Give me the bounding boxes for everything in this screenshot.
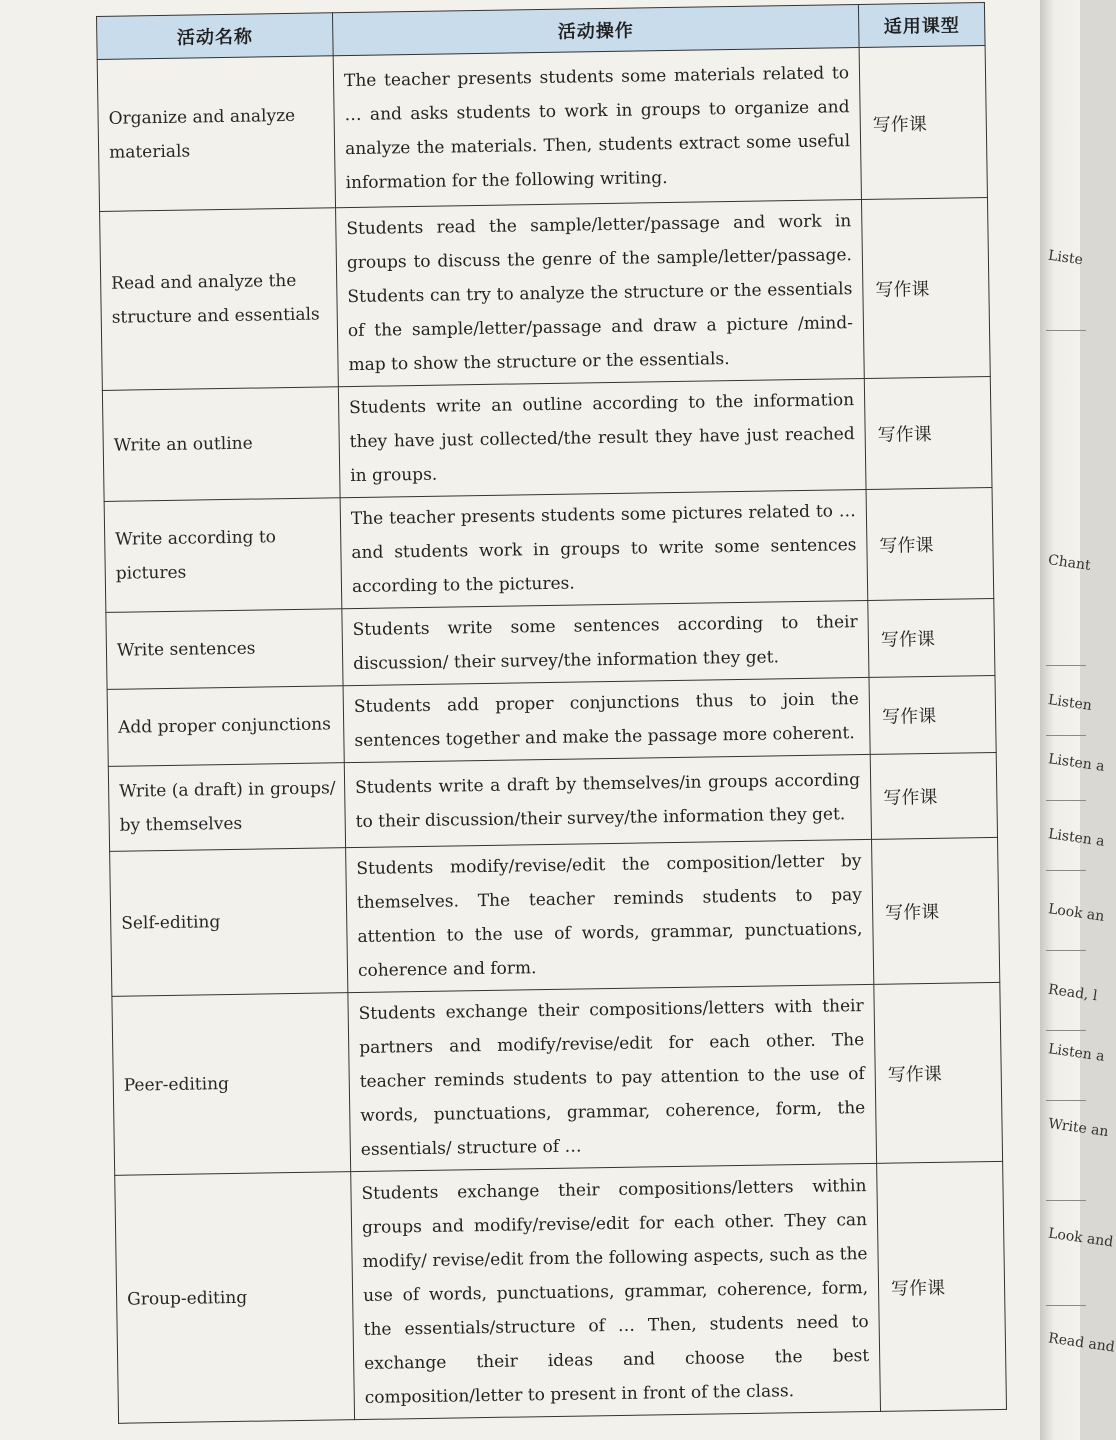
activity-operation-cell: The teacher presents students some pictures related to … and students work in groups to write some sentences according to the pictures.: [340, 489, 868, 608]
next-page-edge: [1040, 0, 1116, 1440]
lesson-type-cell: 写作课: [870, 752, 997, 839]
table-row: [110, 837, 1000, 996]
table-row: [102, 376, 992, 501]
activity-table-container: [96, 2, 1008, 1421]
next-page-rule: [1046, 1200, 1086, 1201]
next-page-rule: [1046, 870, 1086, 871]
activity-operation-cell: Students exchange their compositions/letters within groups and modify/revise/edit for each other. They can modify/ revise/edit from the following aspects, such as the use of words, punctuations, grammar, coherence, form, the essentials/structure of … Then, students need to exchange their ideas and choose the best composition/letter to present in front of the class.: [351, 1163, 881, 1419]
activity-name-cell: Write (a draft) in groups/ by themselves: [108, 763, 345, 852]
activity-name-cell: Write according to pictures: [104, 498, 342, 613]
next-page-rule: [1046, 1030, 1086, 1031]
lesson-type-cell: 写作课: [864, 376, 992, 489]
next-page-rule: [1046, 800, 1086, 801]
table-row: [100, 198, 991, 391]
table-row: [112, 982, 1003, 1175]
next-page-rule: [1046, 950, 1086, 951]
activity-name-cell: Read and analyze the structure and essentials: [100, 208, 339, 391]
activity-name-cell: Add proper conjunctions: [107, 686, 344, 767]
activity-name-cell: Write sentences: [106, 609, 343, 690]
next-page-rule: [1046, 665, 1086, 666]
table-row: [97, 46, 987, 212]
activity-name-cell: Peer-editing: [112, 993, 351, 1176]
lesson-type-cell: 写作课: [872, 837, 1000, 984]
next-page-fragment: Look and: [1047, 1225, 1115, 1251]
column-header-activity-name: 活动名称: [97, 13, 334, 60]
lesson-type-cell: 写作课: [877, 1161, 1007, 1411]
next-page-fragment: Write an: [1047, 1115, 1110, 1141]
next-page-rule: [1046, 1305, 1086, 1306]
next-page-fragment: Read and: [1047, 1330, 1116, 1356]
activity-operation-cell: Students read the sample/letter/passage and work in groups to discuss the genre of the sample/letter/passage. Students can try to analyze the structure or the essentials of the sample/letter/passage and draw a picture /mind-map to show the structure or the essentials.: [336, 199, 865, 386]
lesson-type-cell: 写作课: [874, 982, 1003, 1163]
table-row: [108, 752, 997, 851]
activity-operation-cell: Students add proper conjunctions thus to join the sentences together and make the passage more coherent.: [343, 677, 870, 762]
lesson-type-cell: 写作课: [859, 46, 987, 200]
lesson-type-cell: 写作课: [861, 198, 990, 379]
lesson-type-cell: 写作课: [866, 487, 994, 600]
activity-name-cell: Organize and analyze materials: [97, 56, 335, 212]
activity-table: [96, 2, 1007, 1424]
activity-operation-cell: Students write a draft by themselves/in groups according to their discussion/their survey/the information they get.: [344, 754, 871, 847]
activity-name-cell: Group-editing: [115, 1172, 355, 1424]
table-row: [106, 598, 995, 689]
lesson-type-cell: 写作课: [868, 598, 995, 677]
activity-name-cell: Write an outline: [102, 387, 340, 502]
next-page-rule: [1046, 735, 1086, 736]
next-page-fragment: Listen: [1047, 692, 1093, 714]
table-row: [104, 487, 994, 612]
activity-operation-cell: Students write some sentences according to their discussion/ their survey/the information they get.: [342, 600, 869, 685]
next-page-fragment: Look an: [1047, 901, 1106, 925]
activity-operation-cell: Students write an outline according to the information they have just collected/the result they have just reached in groups.: [338, 378, 866, 497]
table-row: [107, 675, 996, 766]
activity-operation-cell: Students exchange their compositions/letters with their partners and modify/revise/edit for each other. The teacher reminds students to pay attention to the use of words, punctuations, grammar, coherence, form, the essentials/ structure of …: [348, 984, 877, 1171]
activity-operation-cell: Students modify/revise/edit the composition/letter by themselves. The teacher reminds students to pay attention to the use of words, grammar, punctuations, coherence and form.: [346, 839, 874, 992]
next-page-fragment: Liste: [1047, 247, 1084, 269]
column-header-lesson-type: 适用课型: [858, 3, 985, 48]
activity-operation-cell: The teacher presents students some materials related to … and asks students to work in groups to organize and analyze the materials. Then, students extract some useful information for the following writing.: [333, 48, 861, 208]
next-page-fragment: Listen a: [1047, 826, 1106, 850]
next-page-fragment: Chant: [1047, 552, 1092, 574]
column-header-activity-operation: 活动操作: [332, 5, 859, 56]
activity-name-cell: Self-editing: [110, 848, 348, 997]
next-page-rule: [1046, 1100, 1086, 1101]
table-row: [115, 1161, 1007, 1423]
next-page-rule: [1046, 330, 1086, 331]
next-page-fragment: Listen a: [1047, 751, 1106, 775]
next-page-fragment: Listen a: [1047, 1041, 1106, 1065]
next-page-fragment: Read, l: [1047, 981, 1099, 1005]
lesson-type-cell: 写作课: [869, 675, 996, 754]
